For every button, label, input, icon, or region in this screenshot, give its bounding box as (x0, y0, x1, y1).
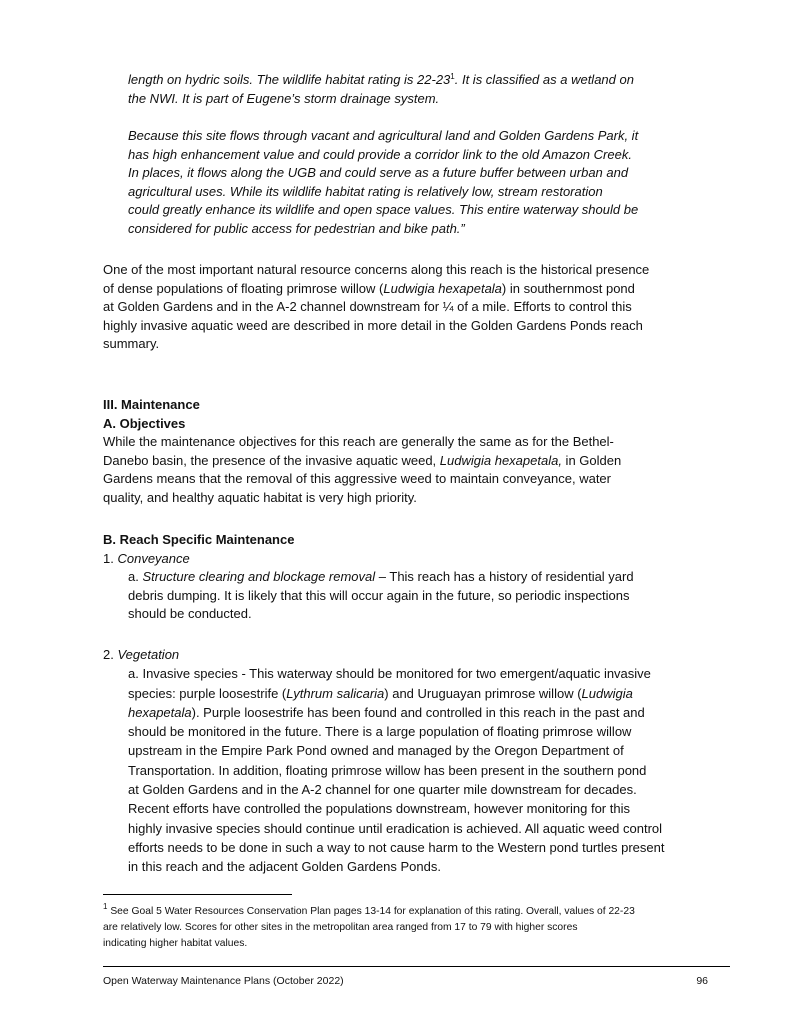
resource-concerns-paragraph (103, 261, 743, 354)
text-line (103, 838, 743, 857)
vegetation-section (103, 645, 743, 877)
text-line (103, 684, 743, 703)
footnote-separator (103, 894, 292, 895)
text-span: should be monitored in the future. There is a large population of floating primrose willow (128, 724, 632, 740)
text-span: ) and Uruguayan primrose willow ( (384, 685, 582, 701)
footer-title: Open Waterway Maintenance Plans (October 2022) (103, 975, 344, 987)
text-line (103, 317, 743, 336)
text-span: . It is classified as a wetland on (454, 72, 634, 87)
text-line (103, 799, 743, 818)
text-span: While the maintenance objectives for this reach are generally the same as for the Bethel- (103, 434, 614, 450)
text-line (128, 146, 768, 165)
text-span: at Golden Gardens and in the A-2 channel downstream for ¼ of a mile. Efforts to control this (103, 299, 632, 315)
text-line (128, 90, 768, 109)
text-line (128, 183, 768, 202)
text-span: See Goal 5 Water Resources Conservation Plan pages 13-14 for explanation of this rating. Overall, values of 22-23 (107, 906, 635, 917)
text-span: III. Maintenance (103, 397, 200, 412)
text-span: are relatively low. Scores for other sites in the metropolitan area ranged from 17 to 79 with higher scores (103, 922, 578, 933)
text-line (103, 605, 743, 624)
text-span: Gardens means that the removal of this aggressive weed to maintain conveyance, water (103, 471, 611, 487)
text-line (103, 819, 743, 838)
text-span: Conveyance (117, 550, 190, 566)
text-line (103, 433, 743, 452)
text-span: length on hydric soils. The wildlife habitat rating is 22-23 (128, 72, 451, 87)
text-span: quality, and healthy aquatic habitat is very high priority. (103, 489, 417, 505)
text-line (128, 127, 768, 146)
maintenance-objectives-section (103, 396, 743, 508)
text-span: agricultural uses. While its wildlife habitat rating is relatively low, stream restoration (128, 183, 603, 199)
text-span: of dense populations of floating primrose willow ( (103, 280, 384, 296)
text-line (128, 201, 768, 220)
text-line (103, 415, 743, 434)
text-line (103, 761, 743, 780)
text-span: Ludwigia hexapetala, (439, 452, 562, 468)
text-line (103, 531, 743, 550)
text-span: highly invasive aquatic weed are described in more detail in the Golden Gardens Ponds reach (103, 317, 643, 333)
text-line (128, 71, 768, 90)
text-span: a. (128, 569, 143, 585)
text-span: should be conducted. (128, 606, 252, 622)
text-line (103, 722, 743, 741)
footer-rule (103, 966, 730, 967)
text-span: One of the most important natural resource concerns along this reach is the historical presence (103, 262, 650, 277)
text-span: B. Reach Specific Maintenance (103, 532, 295, 547)
text-span: species: purple loosestrife ( (128, 685, 287, 701)
text-span: Vegetation (117, 647, 180, 662)
text-span: ) in southernmost pond (501, 280, 635, 296)
text-span: Ludwigia hexapetala (383, 280, 502, 296)
text-span: Danebo basin, the presence of the invasive aquatic weed, (103, 452, 440, 468)
page-number: 96 (696, 975, 708, 987)
text-span: debris dumping. It is likely that this will occur again in the future, so periodic inspections (128, 587, 630, 603)
reach-specific-maintenance-section (103, 531, 743, 624)
quote-paragraph (128, 127, 768, 239)
text-line (103, 741, 743, 760)
text-line (103, 664, 743, 683)
text-span: in Golden (561, 452, 622, 468)
footnote-marker: 1 (450, 72, 455, 81)
text-line (103, 780, 743, 799)
text-line (103, 489, 743, 508)
text-span: a. Invasive species - This waterway should be monitored for two emergent/aquatic invasive (128, 666, 651, 682)
text-line (103, 920, 763, 936)
text-span: upstream in the Empire Park Pond owned and managed by the Oregon Department of (128, 743, 624, 759)
text-span: Lythrum salicaria (286, 685, 385, 701)
footnote-marker: 1 (103, 902, 108, 911)
text-line (103, 936, 763, 952)
text-line (103, 703, 743, 722)
text-line (103, 857, 743, 876)
text-span: considered for public access for pedestrian and bike path.” (128, 220, 465, 236)
text-line (103, 550, 743, 569)
text-line (103, 587, 743, 606)
text-line (103, 645, 743, 664)
text-span: summary. (103, 336, 160, 352)
text-span: has high enhancement value and could provide a corridor link to the old Amazon Creek. (128, 146, 632, 162)
text-span: – This reach has a history of residential yard (375, 569, 634, 585)
text-span: Ludwigia (581, 685, 633, 701)
text-span: hexapetala (128, 704, 192, 720)
text-span: the NWI. It is part of Eugene’s storm drainage system. (128, 90, 440, 106)
text-span: Transportation. In addition, floating primrose willow has been present in the southern pond (128, 762, 647, 778)
text-line (103, 452, 743, 471)
text-line (103, 904, 763, 920)
text-span: A. Objectives (103, 415, 186, 431)
text-line (103, 280, 743, 299)
text-span: could greatly enhance its wildlife and open space values. This entire waterway should be (128, 202, 639, 218)
text-line (103, 470, 743, 489)
text-line (103, 568, 743, 587)
text-span: Because this site flows through vacant and agricultural land and Golden Gardens Park, it (128, 128, 639, 143)
text-line (103, 335, 743, 354)
text-line (103, 298, 743, 317)
text-span: highly invasive species should continue until eradication is achieved. All aquatic weed control (128, 820, 663, 836)
text-span: 2. (103, 647, 118, 662)
text-span: 1. (103, 550, 118, 566)
footnote (103, 904, 763, 952)
text-span: in this reach and the adjacent Golden Gardens Ponds. (128, 859, 441, 875)
text-line (103, 261, 743, 280)
text-span: at Golden Gardens and in the A-2 channel for one quarter mile downstream for decades. (128, 782, 637, 798)
text-span: In places, it flows along the UGB and could serve as a future buffer between urban and (128, 165, 629, 181)
text-line (128, 164, 768, 183)
text-span: Recent efforts have controlled the populations downstream, however monitoring for this (128, 801, 630, 817)
text-span: efforts needs to be done in such a way to not cause harm to the Western pond turtles present (128, 839, 665, 855)
text-span: Structure clearing and blockage removal (142, 569, 376, 585)
text-span: indicating higher habitat values. (103, 938, 248, 949)
text-line (103, 396, 743, 415)
quote-continuation (128, 71, 768, 108)
text-line (128, 220, 768, 239)
text-span: ). Purple loosestrife has been found and controlled in this reach in the past and (191, 704, 645, 720)
